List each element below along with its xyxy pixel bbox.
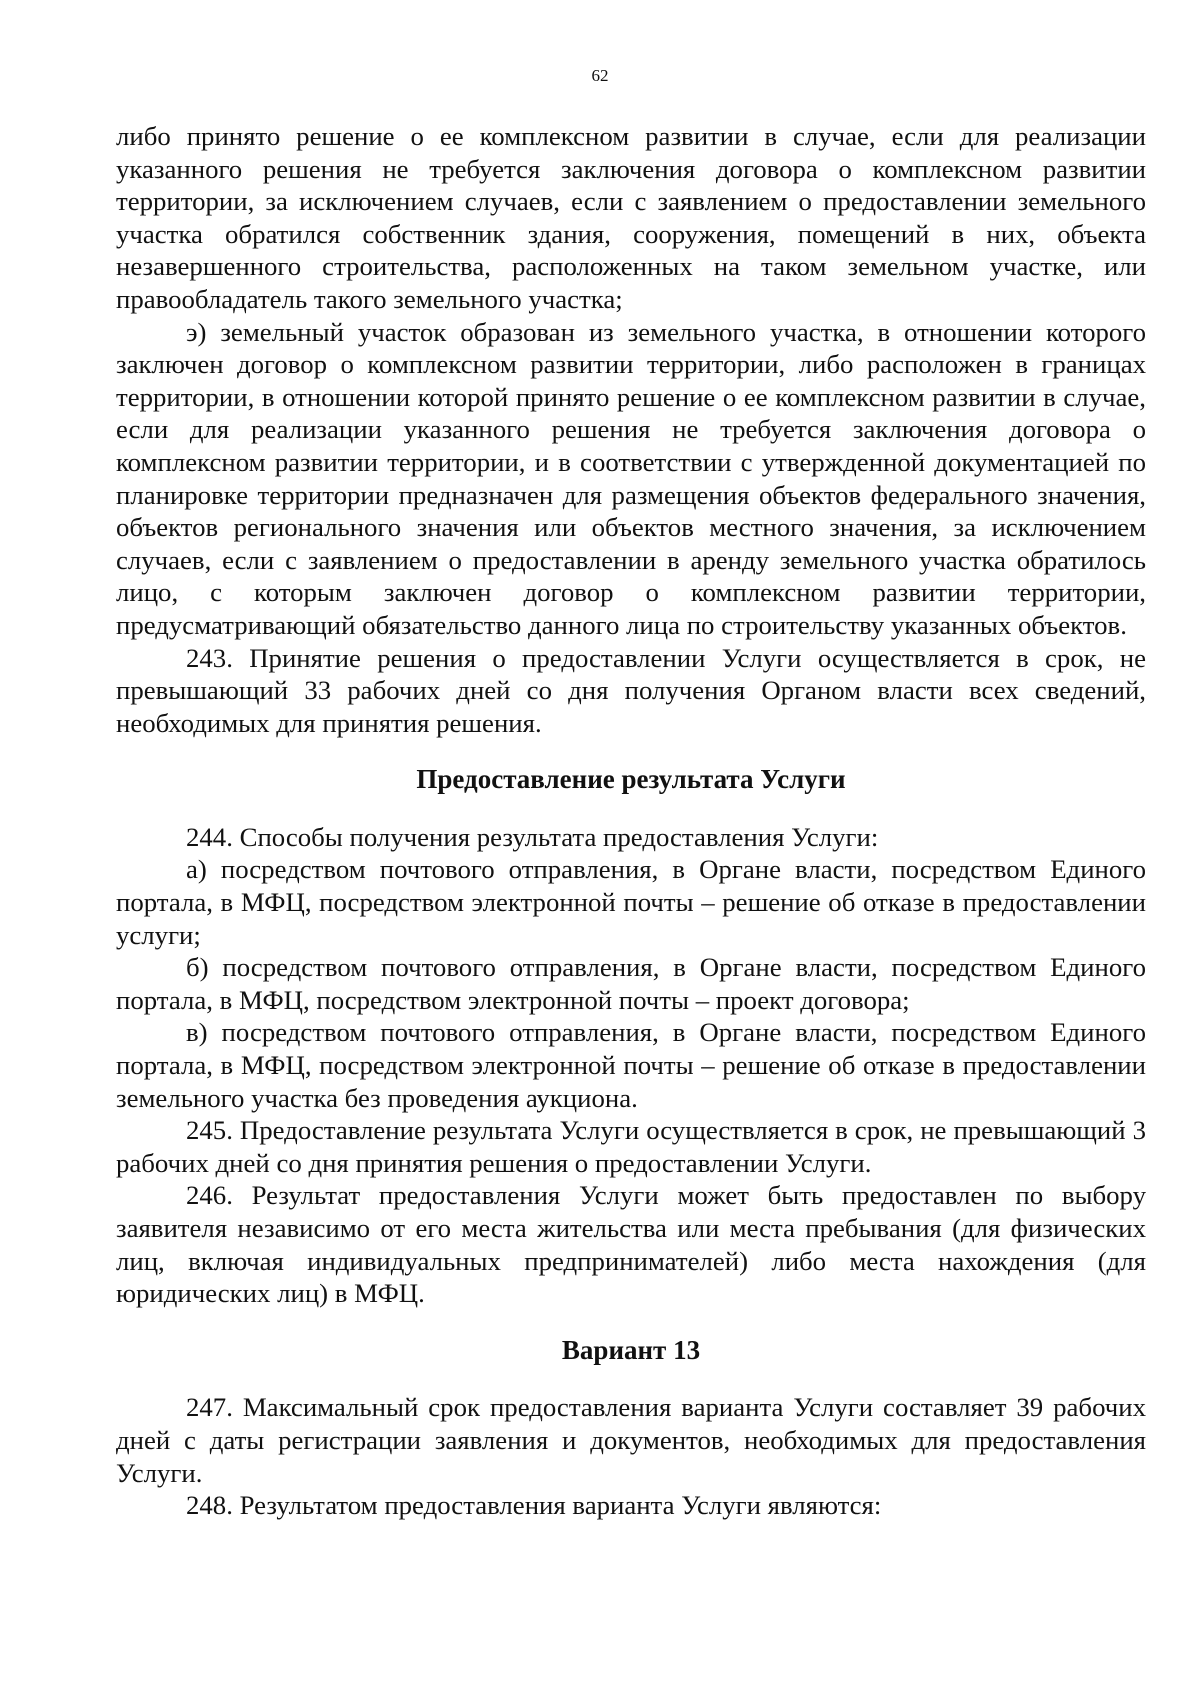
paragraph: 245. Предоставление результата Услуги осуществляется в срок, не превышающий 3 рабочих дней со дня принятия решения о предоставлении Услуги.: [116, 1115, 1146, 1178]
paragraph: в) посредством почтового отправления, в Органе власти, посредством Единого портала, в МФЦ, посредством электронной почты – решение об отказе в предоставлении земельного участка без проведения аукциона.: [116, 1017, 1146, 1113]
section-heading: Вариант 13: [561, 1334, 701, 1365]
document-body: [116, 120, 1146, 1522]
section-heading: Предоставление результата Услуги: [416, 764, 846, 795]
paragraph: 248. Результатом предоставления варианта Услуги являются:: [186, 1490, 882, 1521]
paragraph: э) земельный участок образован из земельного участка, в отношении которого заключен договор о комплексном развитии территории, либо расположен в границах территории, в отношении которой принято решение о ее комплексном развитии в случае, если для реализации указанного решения не требуется заключения договора о комплексном развитии территории, и в соответствии с утвержденной документацией по планировке территории предназначен для размещения объектов федерального значения, объектов регионального значения или объектов местного значения, за исключением случаев, если с заявлением о предоставлении в аренду земельного участка обратилось лицо, с которым заключен договор о комплексном развитии территории, предусматривающий обязательство данного лица по строительству указанных объектов.: [116, 316, 1146, 640]
paragraph: либо принято решение о ее комплексном развитии в случае, если для реализации указанного решения не требуется заключения договора о комплексном развитии территории, за исключением случаев, если с заявлением о предоставлении земельного участка обратился собственник здания, сооружения, помещений в них, объекта незавершенного строительства, расположенных на таком земельном участке, или правообладатель такого земельного участка;: [116, 121, 1146, 314]
paragraph: 243. Принятие решения о предоставлении Услуги осуществляется в срок, не превышающий 33 рабочих дней со дня получения Органом власти всех сведений, необходимых для принятия решения.: [116, 642, 1146, 738]
paragraph: 246. Результат предоставления Услуги может быть предоставлен по выбору заявителя независимо от его места жительства или места пребывания (для физических лиц, включая индивидуальных предпринимателей) либо места нахождения (для юридических лиц) в МФЦ.: [116, 1180, 1146, 1309]
page-number: 62: [591, 66, 609, 85]
paragraph: 247. Максимальный срок предоставления варианта Услуги составляет 39 рабочих дней с даты регистрации заявления и документов, необходимых для предоставления Услуги.: [116, 1392, 1146, 1488]
paragraph: б) посредством почтового отправления, в Органе власти, посредством Единого портала, в МФЦ, посредством электронной почты – проект договора;: [116, 952, 1146, 1015]
paragraph: 244. Способы получения результата предоставления Услуги:: [186, 821, 879, 852]
paragraph: а) посредством почтового отправления, в Органе власти, посредством Единого портала, в МФЦ, посредством электронной почты – решение об отказе в предоставлении услуги;: [116, 854, 1146, 950]
